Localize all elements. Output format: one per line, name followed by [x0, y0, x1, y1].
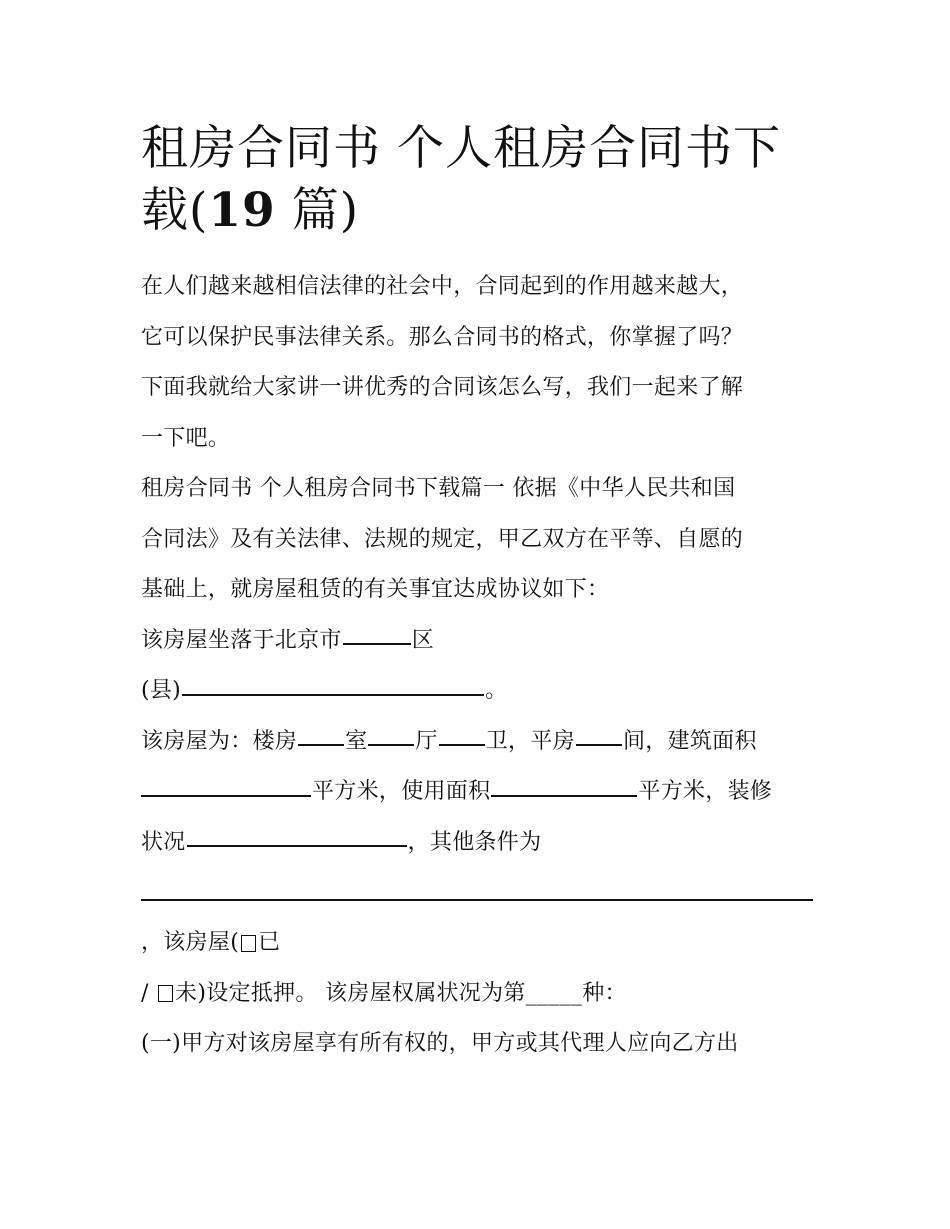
not-mortgaged-checkbox[interactable]: [158, 985, 173, 1002]
county-label: (县): [141, 678, 182, 703]
mortgage-text-a: ，该房屋(: [141, 930, 240, 955]
halls-blank[interactable]: [368, 743, 414, 746]
house-text-e: 间，建筑面积: [622, 728, 757, 754]
intro-line-2: 它可以保护民事法律关系。那么合同书的格式，你掌握了吗？: [141, 324, 744, 350]
mortgage-text-b: 已: [258, 930, 281, 955]
house-text-a: 该房屋为：楼房: [141, 728, 298, 754]
mortgage-line-2: [141, 969, 813, 1020]
usable-area-blank[interactable]: [491, 794, 637, 797]
title-part2: 载(: [141, 183, 209, 238]
house-text-g: 平方米，装修: [638, 779, 773, 804]
location-line-2: [141, 666, 813, 717]
title-count: 19: [208, 183, 276, 238]
address-blank[interactable]: [182, 693, 484, 696]
document-page: [141, 118, 813, 1070]
decoration-blank[interactable]: [187, 844, 407, 847]
section1-line-3: 基础上，就房屋租赁的有关事宜达成协议如下：: [141, 577, 610, 602]
intro-line-1: 在人们越来越相信法律的社会中，合同起到的作用越来越大，: [141, 274, 744, 299]
mortgage-text-f: 种：: [582, 980, 627, 1006]
district-blank[interactable]: [343, 642, 411, 645]
house-text-d: 卫，平房: [485, 728, 575, 754]
location-line-1: [141, 616, 813, 667]
location-text-b: 区: [411, 627, 435, 653]
house-line-2: [141, 767, 813, 818]
title-part1: 租房合同书 个人租房合同书下: [141, 121, 781, 176]
house-text-f: 平方米，使用面积: [312, 779, 491, 804]
intro-line-3: 下面我就给大家讲一讲优秀的合同该怎么写，我们一起来了解: [141, 375, 744, 400]
house-text-c: 厅: [415, 728, 438, 754]
floor-area-blank[interactable]: [141, 794, 311, 797]
mortgage-text-c: /: [141, 980, 157, 1006]
title-part3: 篇): [275, 183, 360, 238]
document-title: [141, 118, 813, 242]
ownership-type-blank[interactable]: _____: [525, 980, 583, 1006]
clause-1-line: (一)甲方对该房屋享有所有权的，甲方或其代理人应向乙方出: [141, 1031, 739, 1056]
house-text-i: ，其他条件为: [407, 829, 542, 855]
section1-line-1: 租房合同书 个人租房合同书下载篇一 依据《中华人民共和国: [141, 476, 736, 501]
mortgage-text-d: 未)设定抵押。 该房屋权属状况为第: [175, 980, 526, 1006]
mortgaged-checkbox[interactable]: [241, 935, 256, 952]
other-conditions-blank[interactable]: [141, 899, 813, 901]
section1-line-2: 合同法》及有关法律、法规的规定，甲乙双方在平等、自愿的: [141, 526, 744, 552]
baths-blank[interactable]: [439, 743, 485, 746]
mortgage-line-1: [141, 918, 813, 969]
location-text-a: 该房屋坐落于北京市: [141, 627, 342, 653]
house-text-b: 室: [345, 728, 368, 754]
house-text-h: 状况: [141, 829, 186, 855]
bungalow-rooms-blank[interactable]: [576, 743, 622, 746]
intro-line-4: 一下吧。: [141, 425, 231, 451]
house-line-3: [141, 818, 813, 869]
location-end: 。: [485, 678, 508, 703]
rooms-blank[interactable]: [298, 743, 344, 746]
house-line-1: [141, 717, 813, 768]
